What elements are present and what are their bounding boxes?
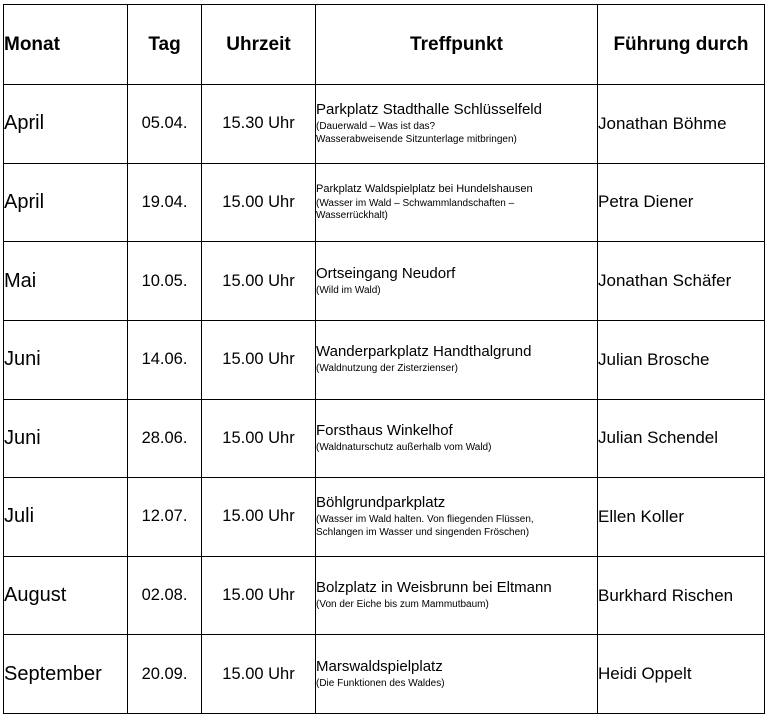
time-cell: 15.00 Uhr xyxy=(202,478,316,557)
month-cell: Juni xyxy=(4,320,128,399)
meeting-point-cell xyxy=(316,242,598,321)
meeting-point-note: (Wasser im Wald halten. Von fliegenden Flüssen, Schlangen im Wasser und singenden Fröschen) xyxy=(316,514,534,538)
meeting-point-cell xyxy=(316,478,598,557)
header-guide: Führung durch xyxy=(598,5,765,85)
meeting-point-title: Parkplatz Stadthalle Schlüsselfeld xyxy=(316,101,542,119)
meeting-point-cell xyxy=(316,85,598,164)
header-row xyxy=(4,5,765,85)
month-cell: April xyxy=(4,163,128,242)
header-month: Monat xyxy=(4,5,128,85)
day-cell: 05.04. xyxy=(128,85,202,164)
day-cell: 28.06. xyxy=(128,399,202,478)
month-cell: August xyxy=(4,556,128,635)
meeting-point-cell xyxy=(316,320,598,399)
day-cell: 10.05. xyxy=(128,242,202,321)
meeting-point-note: (Von der Eiche bis zum Mammutbaum) xyxy=(316,599,489,611)
guide-cell: Ellen Koller xyxy=(598,478,765,557)
meeting-point-title: Forsthaus Winkelhof xyxy=(316,422,453,440)
month-cell: Mai xyxy=(4,242,128,321)
day-cell: 14.06. xyxy=(128,320,202,399)
time-cell: 15.00 Uhr xyxy=(202,399,316,478)
time-cell: 15.00 Uhr xyxy=(202,242,316,321)
meeting-point-note: (Wild im Wald) xyxy=(316,284,381,296)
month-cell: September xyxy=(4,635,128,714)
table-row xyxy=(4,556,765,635)
time-cell: 15.00 Uhr xyxy=(202,556,316,635)
guide-cell: Heidi Oppelt xyxy=(598,635,765,714)
month-cell: Juni xyxy=(4,399,128,478)
table-row xyxy=(4,320,765,399)
guide-cell: Burkhard Rischen xyxy=(598,556,765,635)
meeting-point-note: (Waldnutzung der Zisterzienser) xyxy=(316,363,458,375)
meeting-point-cell xyxy=(316,556,598,635)
meeting-point-title: Ortseingang Neudorf xyxy=(316,264,456,282)
meeting-point-title: Böhlgrundparkplatz xyxy=(316,494,446,512)
meeting-point-cell xyxy=(316,163,598,242)
table-row xyxy=(4,399,765,478)
month-cell: April xyxy=(4,85,128,164)
header-time: Uhrzeit xyxy=(202,5,316,85)
guide-cell: Julian Schendel xyxy=(598,399,765,478)
meeting-point-title: Marswaldspielplatz xyxy=(316,657,443,675)
header-day: Tag xyxy=(128,5,202,85)
time-cell: 15.30 Uhr xyxy=(202,85,316,164)
day-cell: 20.09. xyxy=(128,635,202,714)
guide-cell: Petra Diener xyxy=(598,163,765,242)
meeting-point-note: (Dauerwald – Was ist das? Wasserabweisende Sitzunterlage mitbringen) xyxy=(316,121,517,145)
meeting-point-note: (Wasser im Wald – Schwammlandschaften – Wasserrückhalt) xyxy=(316,197,515,222)
guide-cell: Jonathan Böhme xyxy=(598,85,765,164)
guide-cell: Julian Brosche xyxy=(598,320,765,399)
table-row xyxy=(4,635,765,714)
header-meeting-point: Treffpunkt xyxy=(316,5,598,85)
table-row xyxy=(4,85,765,164)
day-cell: 02.08. xyxy=(128,556,202,635)
meeting-point-title: Bolzplatz in Weisbrunn bei Eltmann xyxy=(316,579,552,597)
meeting-point-title: Wanderparkplatz Handthalgrund xyxy=(316,343,532,361)
meeting-point-note: (Waldnaturschutz außerhalb vom Wald) xyxy=(316,442,492,454)
month-cell: Juli xyxy=(4,478,128,557)
guide-cell: Jonathan Schäfer xyxy=(598,242,765,321)
day-cell: 12.07. xyxy=(128,478,202,557)
schedule-table xyxy=(3,4,765,714)
time-cell: 15.00 Uhr xyxy=(202,163,316,242)
meeting-point-note: (Die Funktionen des Waldes) xyxy=(316,677,445,689)
time-cell: 15.00 Uhr xyxy=(202,320,316,399)
meeting-point-cell xyxy=(316,635,598,714)
table-row xyxy=(4,478,765,557)
time-cell: 15.00 Uhr xyxy=(202,635,316,714)
meeting-point-title: Parkplatz Waldspielplatz bei Hundelshausen xyxy=(316,182,533,195)
table-row xyxy=(4,163,765,242)
day-cell: 19.04. xyxy=(128,163,202,242)
meeting-point-cell xyxy=(316,399,598,478)
table-row xyxy=(4,242,765,321)
